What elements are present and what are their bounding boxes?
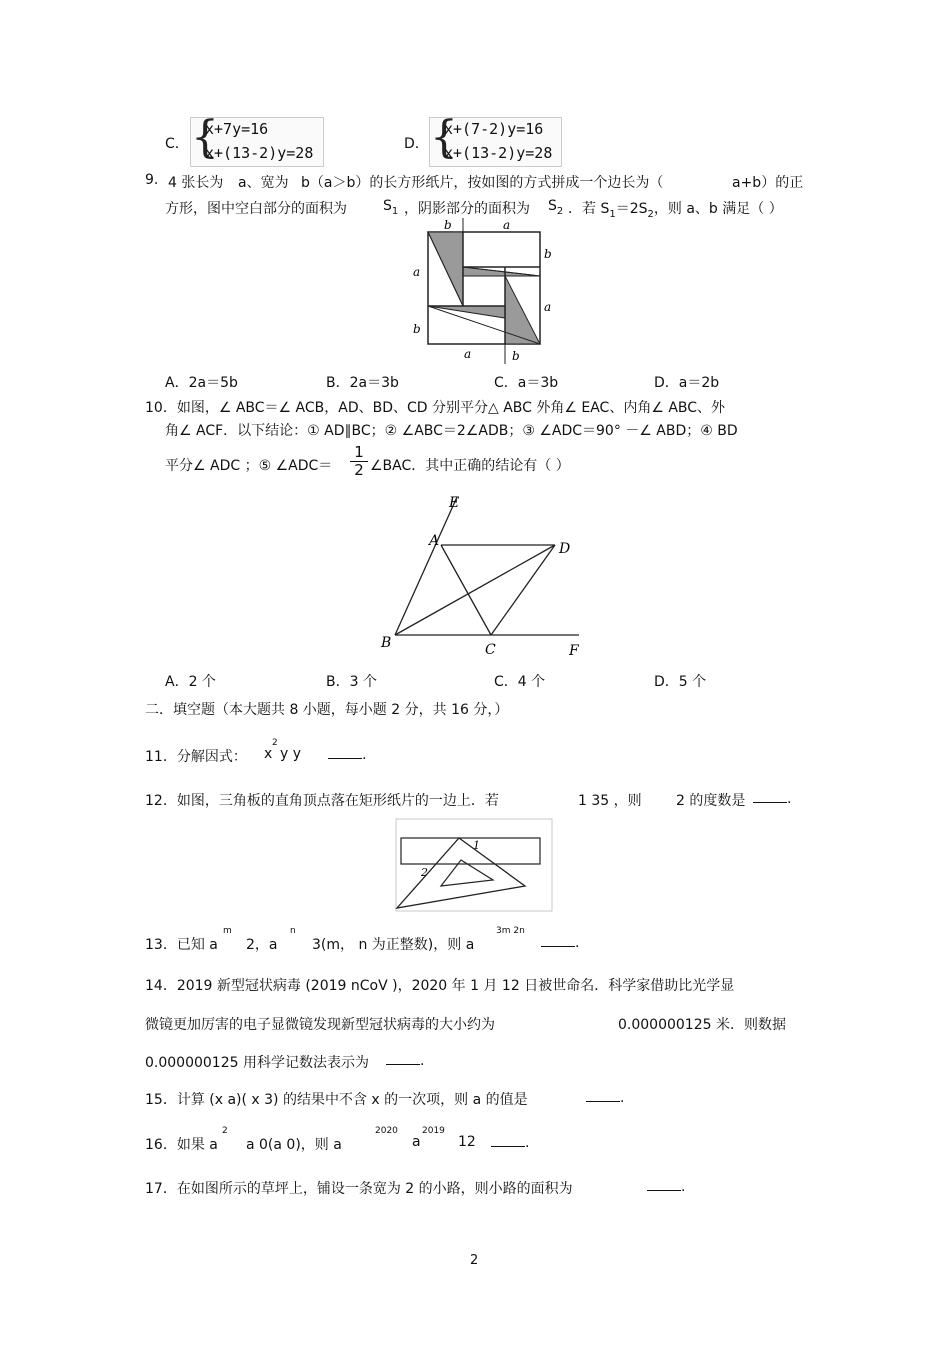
q13-text-c: 3(m， n 为正整数)，则 a	[312, 937, 475, 953]
q15-blank[interactable]: .	[586, 1089, 624, 1106]
q13-exp-n: n	[290, 926, 296, 936]
q9-label-b-top: b	[444, 218, 452, 232]
q10-text-line2: 角∠ ACF．以下结论：① AD∥BC；② ∠ABC＝2∠ADB；③ ∠ADC＝90° －∠ ABD；④ BD	[165, 423, 738, 439]
q9-text-1a: 4 张长为	[168, 175, 224, 191]
q8-option-d-eq1: x+(7-2)y=16	[444, 120, 544, 138]
q12-angle-1-label: 1	[473, 839, 480, 852]
q9-figure	[408, 218, 560, 368]
q9-text-2a: 方形，图中空白部分的面积为	[165, 201, 347, 217]
q10-text-line3a: 平分∠ ADC ；⑤ ∠ADC＝	[165, 458, 333, 474]
q9-label-a-right: a	[544, 300, 552, 314]
q9-text-2b: ，阴影部分的面积为	[404, 201, 530, 217]
q9-label-a-top: a	[503, 218, 511, 232]
q13-text: 13．已知 a	[145, 937, 218, 953]
q9-label-b-left: b	[413, 322, 421, 336]
q13-blank[interactable]: .	[541, 934, 579, 951]
q9-label-b-bottom: b	[512, 349, 520, 363]
q12-figure	[395, 818, 553, 912]
q8-option-c-eq1: x+7y=16	[205, 120, 269, 138]
q16-exp-2020: 2020	[375, 1126, 398, 1136]
q17-blank[interactable]: .	[647, 1178, 685, 1195]
q8-option-d-eq2: x+(13-2)y=28	[444, 144, 553, 162]
q9-option-d[interactable]: D．a＝2b	[654, 375, 720, 391]
q8-option-c-system: { x+7y=16 x+(13-2)y=28	[190, 117, 324, 167]
q14-line3: 0.000000125 用科学记数法表示为	[145, 1055, 369, 1071]
q16-exp-2: 2	[222, 1126, 228, 1136]
q10-label-c: C	[485, 642, 496, 658]
q9-s2: $S_2$	[548, 198, 564, 217]
q9-option-b[interactable]: B．2a＝3b	[326, 375, 399, 391]
q10-option-d[interactable]: D．5 个	[654, 674, 707, 690]
q14-line2b: 0.000000125 米．则数据	[618, 1017, 786, 1033]
q10-label-f: F	[569, 643, 579, 659]
q14-line2a: 微镜更加厉害的电子显微镜发现新型冠状病毒的大小约为	[145, 1017, 495, 1033]
q9-label-a-bottom: a	[464, 347, 472, 361]
q11-text: 11．分解因式：	[145, 749, 247, 765]
q10-option-a[interactable]: A．2 个	[165, 674, 216, 690]
q12-text: 12．如图，三角板的直角顶点落在矩形纸片的一边上．若	[145, 793, 499, 809]
q8-option-c-eq2: x+(13-2)y=28	[205, 144, 314, 162]
q16-text-b: a 0(a 0)，则 a	[246, 1137, 342, 1153]
q9-option-c[interactable]: C．a＝3b	[494, 375, 559, 391]
q10-label-b: B	[381, 635, 392, 651]
q12-text-b: 2 的度数是	[676, 793, 746, 809]
q16-text-c: a	[412, 1134, 421, 1150]
q9-text-1b: a、宽为	[238, 175, 289, 191]
q12-blank[interactable]: .	[753, 790, 791, 807]
q17-text: 17．在如图所示的草坪上，铺设一条宽为 2 的小路，则小路的面积为	[145, 1181, 573, 1197]
q11-rest: y y	[280, 746, 302, 762]
q12-angle-2-label: 2	[421, 866, 428, 879]
q9-text-1c: b（a＞b）的长方形纸片，按如图的方式拼成一个边长为（	[301, 175, 664, 191]
q10-text-line1: 10．如图，∠ ABC＝∠ ACB，AD、BD、CD 分别平分△ ABC 外角∠ EAC、内角∠ ABC、外	[145, 400, 726, 416]
q11-x: x	[264, 746, 273, 762]
q13-exp-3m2n: 3m 2n	[496, 926, 525, 936]
page-number: 2	[470, 1253, 479, 1268]
q10-text-line3b: ∠BAC．其中正确的结论有（ ）	[370, 458, 570, 474]
q11-exponent: 2	[272, 738, 278, 748]
q16-text: 16．如果 a	[145, 1137, 218, 1153]
section-2-heading: 二．填空题（本大题共 8 小题，每小题 2 分，共 16 分，）	[145, 702, 509, 718]
q16-blank[interactable]: .	[491, 1134, 529, 1151]
q10-option-b[interactable]: B．3 个	[326, 674, 377, 690]
q13-exp-m: m	[223, 926, 232, 936]
q10-option-c[interactable]: C．4 个	[494, 674, 546, 690]
q8-option-d-label: D．	[404, 136, 429, 152]
q10-label-a: A	[429, 533, 440, 549]
q10-fraction	[350, 444, 368, 479]
q14-blank[interactable]: .	[386, 1052, 424, 1069]
q9-label-a-left: a	[413, 265, 421, 279]
q10-figure	[379, 495, 589, 663]
q9-number: 9.	[145, 172, 159, 188]
q13-text-b: 2，a	[246, 937, 278, 953]
q11-blank[interactable]: .	[328, 746, 366, 763]
q10-label-e: E	[449, 495, 460, 511]
q16-exp-2019: 2019	[422, 1126, 445, 1136]
q9-label-b-right: b	[544, 247, 552, 261]
q15-text: 15．计算 (x a)( x 3) 的结果中不含 x 的一次项，则 a 的值是	[145, 1092, 528, 1108]
q9-text-2c: ．若 $S_1=2S_2$，则 a、b 满足（ ）	[568, 201, 783, 220]
q9-text-1d: a+b）的正	[732, 175, 804, 191]
q10-label-d: D	[559, 541, 571, 557]
q8-option-d-system: { x+(7-2)y=16 x+(13-2)y=28	[429, 117, 562, 167]
q10-fraction-denominator: 2	[354, 461, 364, 479]
q10-fraction-numerator: 1	[350, 444, 368, 462]
q9-option-a[interactable]: A．2a＝5b	[165, 375, 238, 391]
q16-text-d: 12	[458, 1134, 476, 1150]
q12-mid: 1 35 ，则	[578, 793, 642, 809]
q8-option-c-label: C．	[165, 136, 189, 152]
q14-line1: 14．2019 新型冠状病毒 (2019 nCoV )，2020 年 1 月 12 日被世命名．科学家借助比光学显	[145, 978, 735, 994]
q9-s1: $S_1$	[383, 198, 399, 217]
